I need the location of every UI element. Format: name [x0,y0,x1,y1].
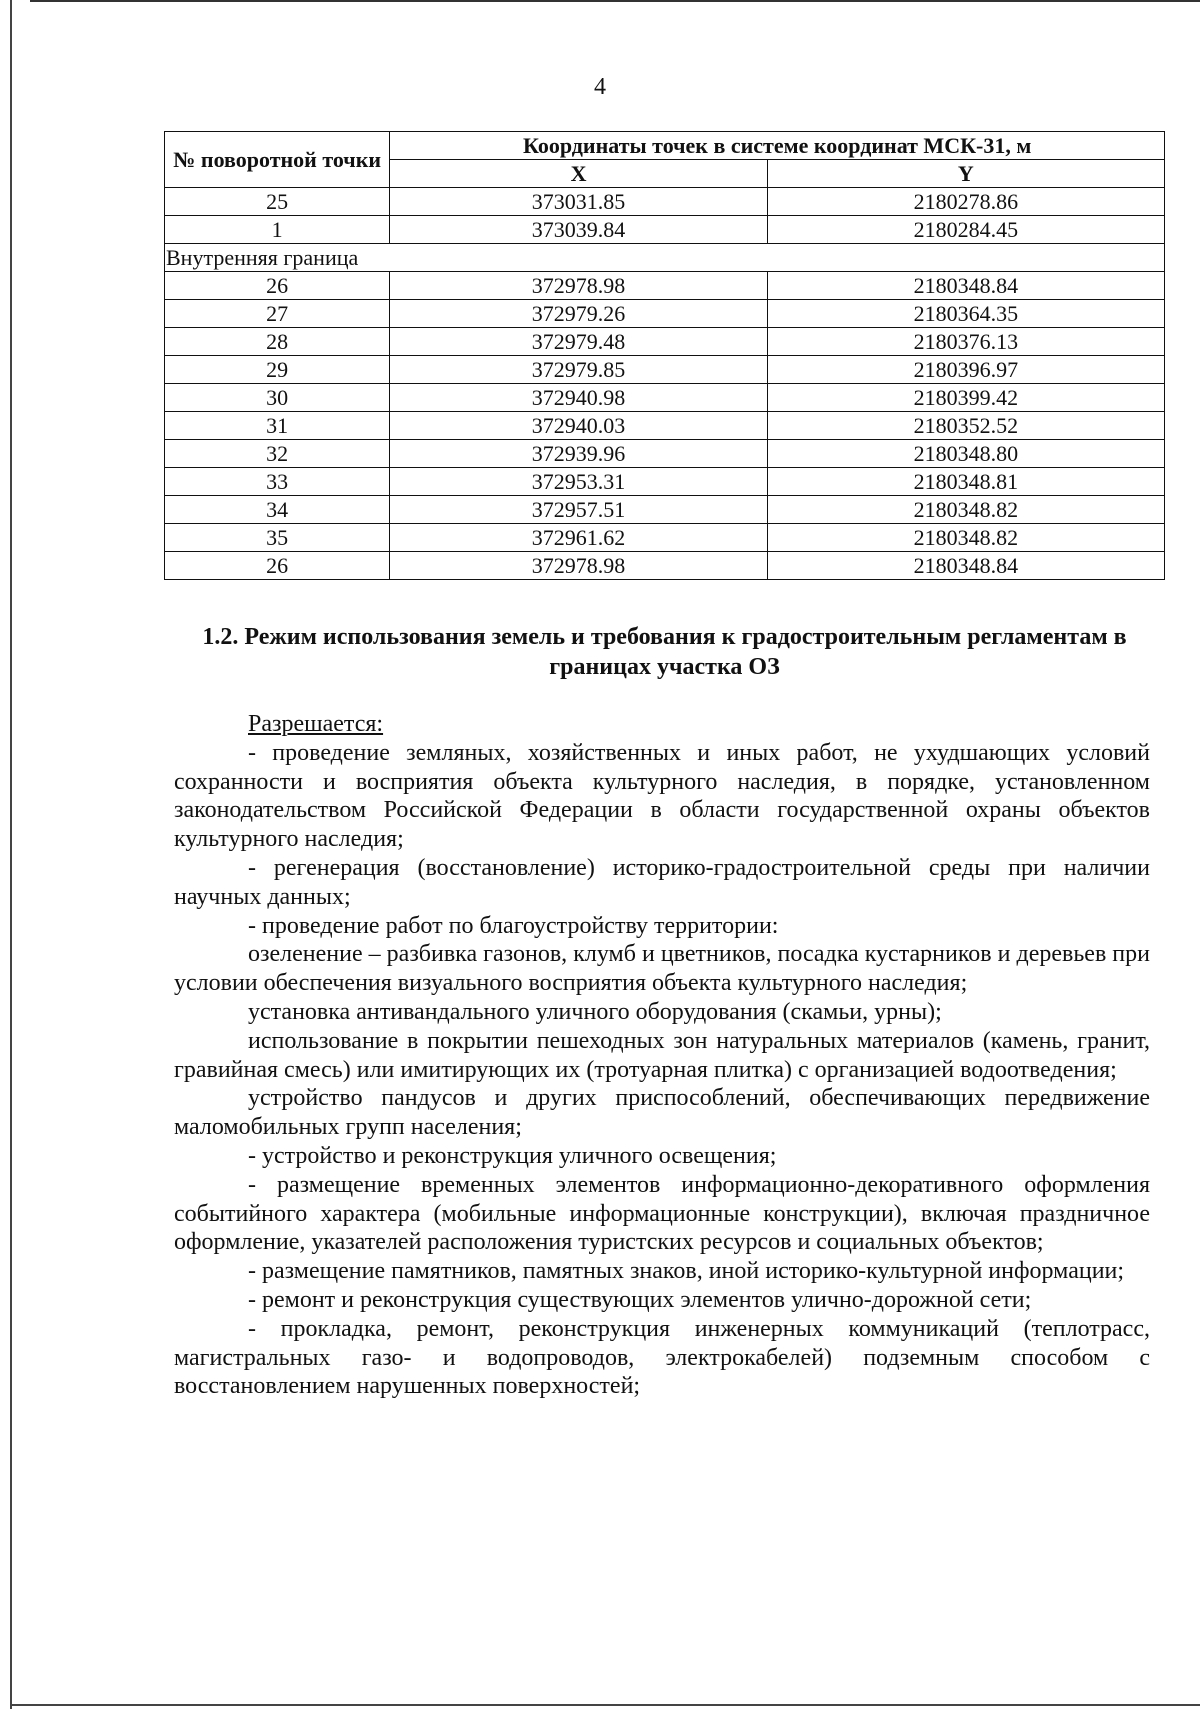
table-row [165,272,1165,300]
scan-border-bottom [10,1704,1200,1706]
cell-y: 2180364.35 [767,300,1164,328]
table-row [165,552,1165,580]
page-number: 4 [594,74,606,100]
table-row [165,496,1165,524]
cell-y: 2180396.97 [767,356,1164,384]
section-row [165,244,1165,272]
table-row [165,188,1165,216]
table-row [165,412,1165,440]
table-row [165,300,1165,328]
paragraph: использование в покрытии пешеходных зон натуральных материалов (камень, гранит, гравийная смесь) или имитирующих их (тротуарная плитка) с организацией водоотведения; [174,1027,1150,1083]
cell-y: 2180348.82 [767,524,1164,552]
cell-y: 2180348.80 [767,440,1164,468]
cell-point-number: 30 [165,384,390,412]
section-heading: 1.2. Режим использования земель и требования к градостроительным регламентам в границах участка ОЗ [202,624,1127,680]
cell-point-number: 29 [165,356,390,384]
table-row [165,216,1165,244]
table-row [165,468,1165,496]
paragraph: - проведение земляных, хозяйственных и иных работ, не ухудшающих условий сохранности и восприятия объекта культурного наследия, в порядке, установленном законодательством Российской Федерации в области государственной охраны объектов культурного наследия; [174,739,1150,853]
cell-y: 2180348.84 [767,552,1164,580]
paragraph: - устройство и реконструкция уличного освещения; [248,1142,777,1169]
cell-y: 2180278.86 [767,188,1164,216]
cell-y: 2180348.82 [767,496,1164,524]
table-body-outer [165,188,1165,244]
cell-x: 372939.96 [390,440,767,468]
cell-point-number: 26 [165,272,390,300]
table-row [165,328,1165,356]
cell-point-number: 34 [165,496,390,524]
scan-border-left [10,0,12,1709]
header-coordinates: Координаты точек в системе координат МСК-31, м [390,132,1165,160]
lead-text: Разрешается: [248,711,384,737]
cell-x: 372961.62 [390,524,767,552]
coordinates-table [164,131,1165,580]
cell-y: 2180352.52 [767,412,1164,440]
body-text [174,710,1150,1401]
paragraph: - размещение временных элементов информационно-декоративного оформления событийного характера (мобильные информационные конструкции), включая праздничное оформление, указателей расположения туристских ресурсов и социальных объектов; [174,1171,1150,1256]
cell-x: 372978.98 [390,552,767,580]
cell-x: 372940.03 [390,412,767,440]
table-body-inner [165,272,1165,580]
paragraph: - прокладка, ремонт, реконструкция инженерных коммуникаций (теплотрасс, магистральных газо- и водопроводов, электрокабелей) подземным способом с восстановлением нарушенных поверхностей; [174,1315,1150,1400]
cell-point-number: 1 [165,216,390,244]
cell-y: 2180284.45 [767,216,1164,244]
cell-x: 372953.31 [390,468,767,496]
scan-border-top [30,0,1200,2]
paragraph: озеленение – разбивка газонов, клумб и цветников, посадка кустарников и деревьев при условии обеспечения визуального восприятия объекта культурного наследия; [174,941,1150,997]
cell-x: 373039.84 [390,216,767,244]
cell-point-number: 35 [165,524,390,552]
cell-y: 2180376.13 [767,328,1164,356]
cell-point-number: 25 [165,188,390,216]
paragraph: - регенерация (восстановление) историко-градостроительной среды при наличии научных данных; [174,854,1150,910]
table-section-inner [165,244,1165,272]
cell-point-number: 27 [165,300,390,328]
paragraph: устройство пандусов и других приспособлений, обеспечивающих передвижение маломобильных групп населения; [174,1085,1150,1141]
cell-x: 372978.98 [390,272,767,300]
cell-point-number: 33 [165,468,390,496]
cell-x: 372957.51 [390,496,767,524]
cell-y: 2180348.84 [767,272,1164,300]
cell-x: 372979.26 [390,300,767,328]
cell-x: 372940.98 [390,384,767,412]
cell-point-number: 28 [165,328,390,356]
cell-point-number: 31 [165,412,390,440]
paragraph: - ремонт и реконструкция существующих элементов улично-дорожной сети; [248,1286,1032,1313]
paragraph: - проведение работ по благоустройству территории: [248,912,779,939]
header-y: Y [767,160,1164,188]
cell-point-number: 26 [165,552,390,580]
table-row [165,524,1165,552]
cell-point-number: 32 [165,440,390,468]
cell-y: 2180399.42 [767,384,1164,412]
table-row [165,356,1165,384]
cell-x: 372979.85 [390,356,767,384]
table-row [165,440,1165,468]
section-label: Внутренняя граница [165,244,1165,272]
header-x: X [390,160,767,188]
cell-y: 2180348.81 [767,468,1164,496]
paragraph-list [174,739,1150,1401]
cell-x: 372979.48 [390,328,767,356]
paragraph: установка антивандального уличного оборудования (скамьи, урны); [248,998,942,1025]
table-row [165,384,1165,412]
header-point-number: № поворотной точки [165,132,390,188]
cell-x: 373031.85 [390,188,767,216]
paragraph: - размещение памятников, памятных знаков, иной историко-культурной информации; [248,1258,1125,1285]
